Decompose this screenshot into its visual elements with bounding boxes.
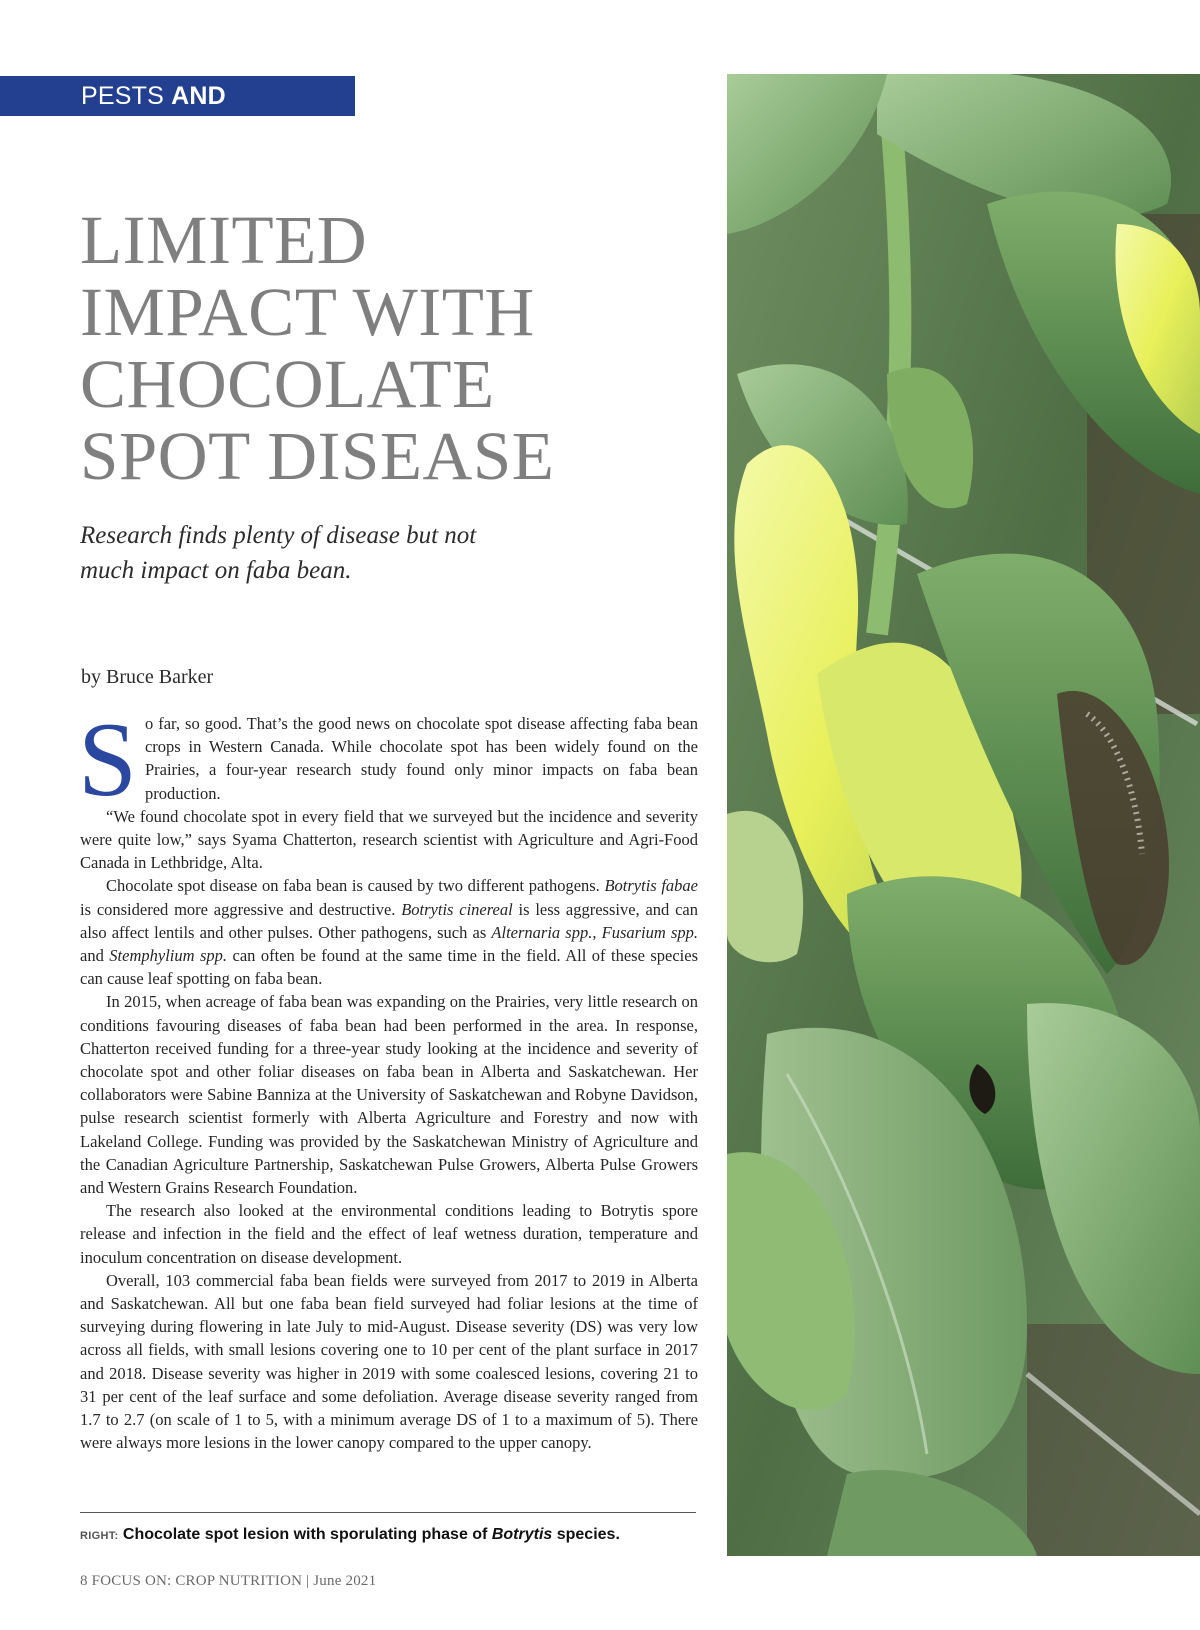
species-name: Botrytis cinereal xyxy=(401,899,513,919)
paragraph-4: In 2015, when acreage of faba bean was expanding on the Prairies, very little research on conditions favouring diseases of faba bean had been performed in the area. In response, Chatterton received funding for a three-year study looking at the incidence and severity of chocolate spot and other foliar diseases on faba bean in Alberta and Saskatchewan. Her collaborators were Sabine Banniza at the University of Saskatchewan and Robyne Davidson, pulse research scientist formerly with Alberta Agriculture and Forestry and now with Lakeland College. Funding was provided by the Saskatchewan Ministry of Agriculture and the Canadian Agriculture Partnership, Saskatchewan Pulse Growers, Alberta Pulse Growers and Western Grains Research Foundation. xyxy=(80,992,698,1198)
page-footer: 8 FOCUS ON: CROP NUTRITION | June 2021 xyxy=(80,1573,377,1589)
paragraph-1 xyxy=(78,701,698,818)
caption-label: RIGHT: xyxy=(80,1530,119,1542)
faba-bean-photo xyxy=(727,74,1200,1556)
article-title: LIMITED IMPACT WITH CHOCOLATE SPOT DISEASE xyxy=(80,202,555,494)
photo-caption: RIGHT: Chocolate spot lesion with sporulating phase of Botrytis species. xyxy=(80,1526,620,1543)
section-label-light: PESTS xyxy=(81,82,164,110)
species-name: Alternaria spp. xyxy=(491,922,593,942)
species-name: Stemphylium spp. xyxy=(109,946,228,966)
article-dek: Research finds plenty of disease but not much impact on faba bean. xyxy=(80,522,477,584)
species-name: Fusarium spp. xyxy=(601,922,699,942)
paragraph-1-text: o far, so good. That’s the good news on chocolate spot disease affecting faba bean crops in Western Canada. While chocolate spot has been widely found on the Prairies, a four-year research study found only minor impacts on faba bean production. xyxy=(144,714,698,803)
article-body xyxy=(78,701,699,1455)
drop-cap: S xyxy=(78,701,137,818)
species-name: Botrytis fabae xyxy=(604,876,698,896)
paragraph-6: Overall, 103 commercial faba bean fields were surveyed from 2017 to 2019 in Alberta and Saskatchewan. All but one faba bean field surveyed had foliar lesions at the time of surveying during flowering in late July to mid-August. Disease severity (DS) was very low across all fields, with small lesions covering one to 10 per cent of the plant surface in 2017 and 2018. Disease severity was higher in 2019 with some coalesced lesions, covering 21 to 31 per cent of the leaf surface and some defoliation. Average disease severity ranged from 1.7 to 2.7 (on scale of 1 to 5, with a minimum average DS of 1 to a maximum of 5). There were always more lesions in the lower canopy compared to the upper canopy. xyxy=(80,1270,698,1453)
byline: by Bruce Barker xyxy=(81,666,214,688)
paragraph-3: Chocolate spot disease on faba bean is caused by two different pathogens. Botrytis fabae is considered more aggressive and destructive. Botrytis cinereal is less aggressive, and can also affect lentils and other pulses. Other pathogens, such as Alternaria spp., Fusarium spp. and Stemphylium spp. can often be found at the same time in the field. All of these species can cause leaf spotting on faba bean. xyxy=(80,876,699,989)
caption-divider xyxy=(80,1512,696,1513)
paragraph-2: “We found chocolate spot in every field that we surveyed but the incidence and severity were quite low,” says Syama Chatterton, research scientist with Agriculture and Agri-Food Canada in Lethbridge, Alta. xyxy=(80,806,698,873)
paragraph-5: The research also looked at the environmental conditions leading to Botrytis spore release and infection in the field and the effect of leaf wetness duration, temperature and inoculum concentration on disease development. xyxy=(80,1201,698,1267)
section-banner xyxy=(0,76,355,150)
section-label-bold: AND DISEASES xyxy=(81,82,226,150)
faba-bean-leaves-illustration xyxy=(727,74,1200,1556)
